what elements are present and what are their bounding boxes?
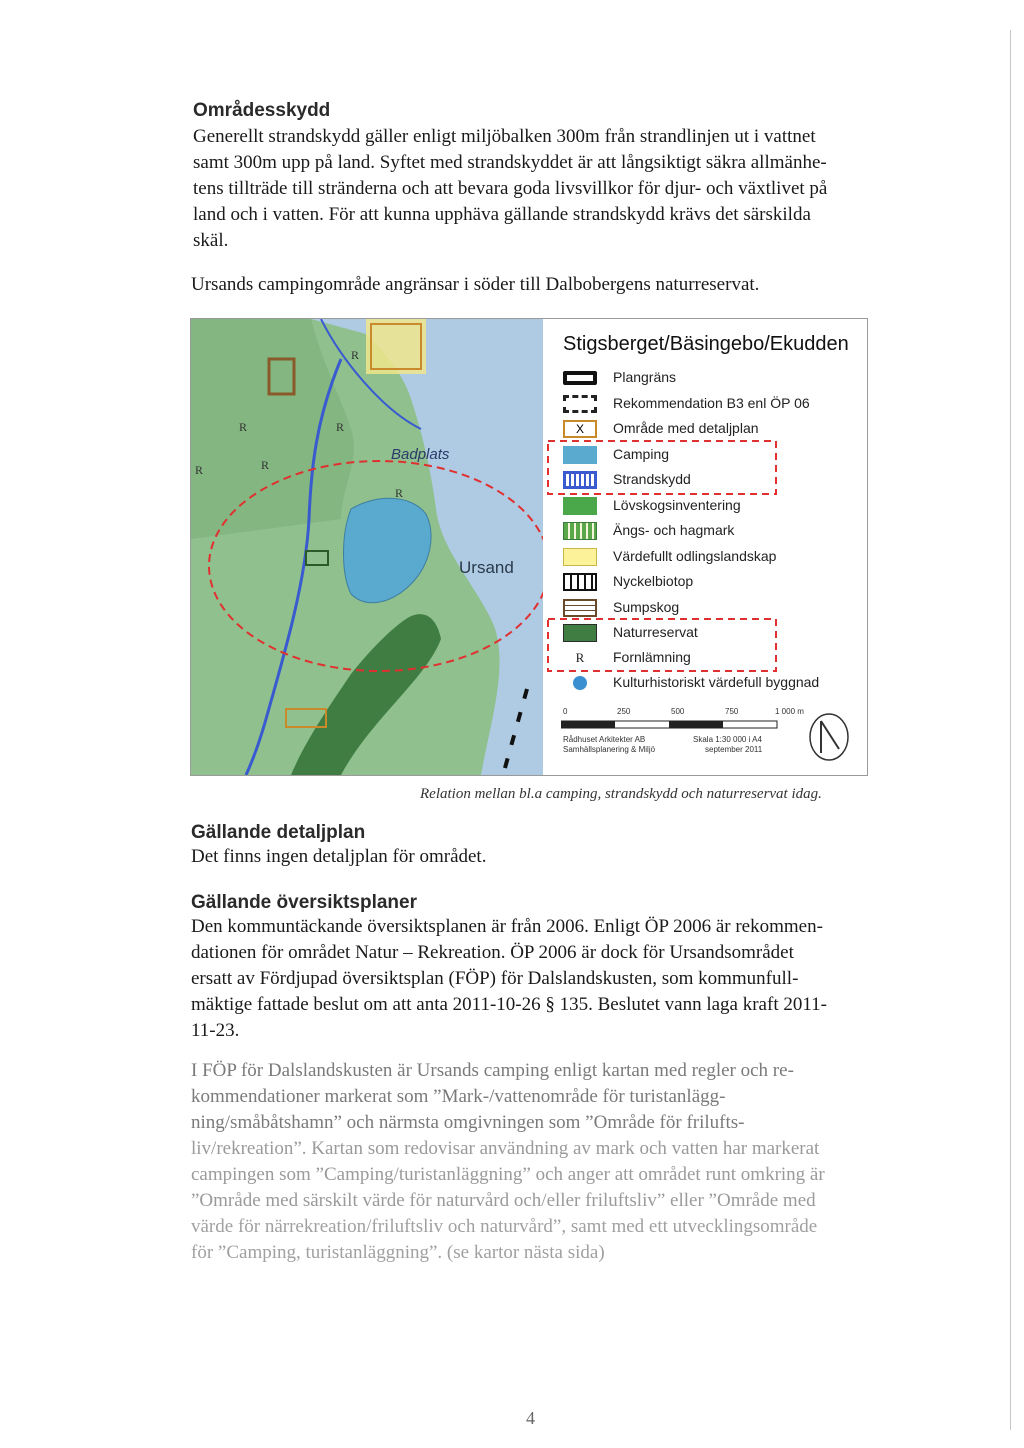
fornlamning-marker: R xyxy=(395,486,404,500)
text-line: Generellt strandskydd gäller enligt miljöbalken 300m från strandlinjen ut i vattnet xyxy=(193,126,816,147)
fornlamning-marker: R xyxy=(336,420,345,434)
text-line: för ”Camping, turistanläggning”. (se kartor nästa sida) xyxy=(191,1242,605,1263)
figure-caption: Relation mellan bl.a camping, strandskydd och naturreservat idag. xyxy=(420,786,822,802)
text-line: 11-23. xyxy=(191,1020,240,1041)
fornlamning-marker: R xyxy=(261,458,270,472)
scale-text: Skala 1:30 000 i A4 xyxy=(693,735,762,744)
page-number: 4 xyxy=(526,1408,535,1428)
credit-text: Rådhuset Arkitekter AB xyxy=(563,735,646,744)
text-line: skäl. xyxy=(193,230,229,251)
scale-tick: 250 xyxy=(617,707,631,716)
scale-text: september 2011 xyxy=(705,745,763,754)
text-line: Ursands campingområde angränsar i söder till Dalbobergens naturreservat. xyxy=(191,274,760,295)
legend-label: Sumpskog xyxy=(613,599,680,615)
legend-label: Strandskydd xyxy=(613,471,691,487)
fornlamning-marker: R xyxy=(351,348,360,362)
paragraph-op2006 xyxy=(191,914,827,1044)
text-line: ersatt av Fördjupad översiktsplan (FÖP) för Dalslandskusten, som kommunfull- xyxy=(191,968,799,989)
text-line: I FÖP för Dalslandskusten är Ursands camping enligt kartan med regler och re- xyxy=(191,1060,794,1081)
paragraph-strandskydd xyxy=(193,124,827,254)
map-label-badplats: Badplats xyxy=(391,446,450,463)
legend-label: Lövskogsinventering xyxy=(613,497,741,513)
legend-title: Stigsberget/Bäsingebo/Ekudden xyxy=(563,333,849,355)
text-line: kommendationer markerat som ”Mark-/vattenområde för turistanlägg- xyxy=(191,1086,726,1107)
text-line: ning/småbåtshamn” och närmsta omgivningen som ”Område för frilufts- xyxy=(191,1112,745,1133)
scale-tick: 1 000 m xyxy=(775,707,804,716)
page-edge-line xyxy=(1010,30,1011,1430)
text-line: campingen som ”Camping/turistanläggning” och anger att området runt omkring är xyxy=(191,1164,825,1185)
legend-label: Ängs- och hagmark xyxy=(613,522,735,538)
paragraph-naturreservat xyxy=(191,272,759,298)
heading-omradesskydd: Områdesskydd xyxy=(193,100,331,121)
text-line: land och i vatten. För att kunna upphäva gällande strandskydd krävs det särskilda xyxy=(193,204,811,225)
legend-label: Fornlämning xyxy=(613,649,691,665)
text-line: ”Område med särskilt värde för naturvård och/eller friluftsliv” eller ”Område med xyxy=(191,1190,816,1211)
fornlamning-swatch: R xyxy=(575,650,585,665)
legend-label: Kulturhistoriskt värdefull byggnad xyxy=(613,674,820,690)
odlingslandskap-area xyxy=(366,319,426,374)
text-line: dationen för området Natur – Rekreation. ÖP 2006 är dock för Ursandsområdet xyxy=(191,942,794,963)
scale-tick: 750 xyxy=(725,707,739,716)
legend-label: Rekommendation B3 enl ÖP 06 xyxy=(613,395,810,411)
legend-label: Plangräns xyxy=(613,369,677,385)
detaljplan-swatch: X xyxy=(563,420,597,438)
text-line: Det finns ingen detaljplan för området. xyxy=(191,846,487,867)
scale-bar xyxy=(561,719,791,731)
fornlamning-marker: R xyxy=(239,420,248,434)
map-figure xyxy=(190,318,868,776)
legend-label: Område med detaljplan xyxy=(613,420,759,436)
map-label-ursand: Ursand xyxy=(459,558,514,577)
map-image xyxy=(191,319,543,775)
legend-highlight-boxes xyxy=(543,319,867,775)
credit-text: Samhällsplanering & Miljö xyxy=(563,745,656,754)
legend-label: Nyckelbiotop xyxy=(613,573,694,589)
scale-tick: 500 xyxy=(671,707,685,716)
legend-label: Värdefullt odlingslandskap xyxy=(613,548,777,564)
heading-detaljplan: Gällande detaljplan xyxy=(191,822,366,843)
text-line: värde för närrekreation/friluftsliv och naturvård”, samt med ett utvecklingsområde xyxy=(191,1216,818,1237)
heading-oversiktsplaner: Gällande översiktsplaner xyxy=(191,892,417,913)
text-line: Den kommuntäckande översiktsplanen är från 2006. Enligt ÖP 2006 är rekommen- xyxy=(191,916,823,937)
map-legend xyxy=(543,319,867,775)
north-arrow-icon xyxy=(807,711,855,763)
text-line: mäktige fattade beslut om att anta 2011-10-26 § 135. Beslutet vann laga kraft 2011- xyxy=(191,994,827,1015)
scale-tick: 0 xyxy=(563,707,568,716)
text-line: samt 300m upp på land. Syftet med strandskyddet är att långsiktigt säkra allmänhe- xyxy=(193,152,827,173)
paragraph-detaljplan xyxy=(191,844,486,870)
paragraph-fop xyxy=(191,1058,825,1266)
fornlamning-marker: R xyxy=(195,463,204,477)
legend-label: Naturreservat xyxy=(613,624,698,640)
legend-label: Camping xyxy=(613,446,670,462)
text-line: tens tillträde till stränderna och att bevara goda livsvillkor för djur- och växtlivet på xyxy=(193,178,828,199)
text-line: liv/rekreation”. Kartan som redovisar användning av mark och vatten har markerat xyxy=(191,1138,820,1159)
